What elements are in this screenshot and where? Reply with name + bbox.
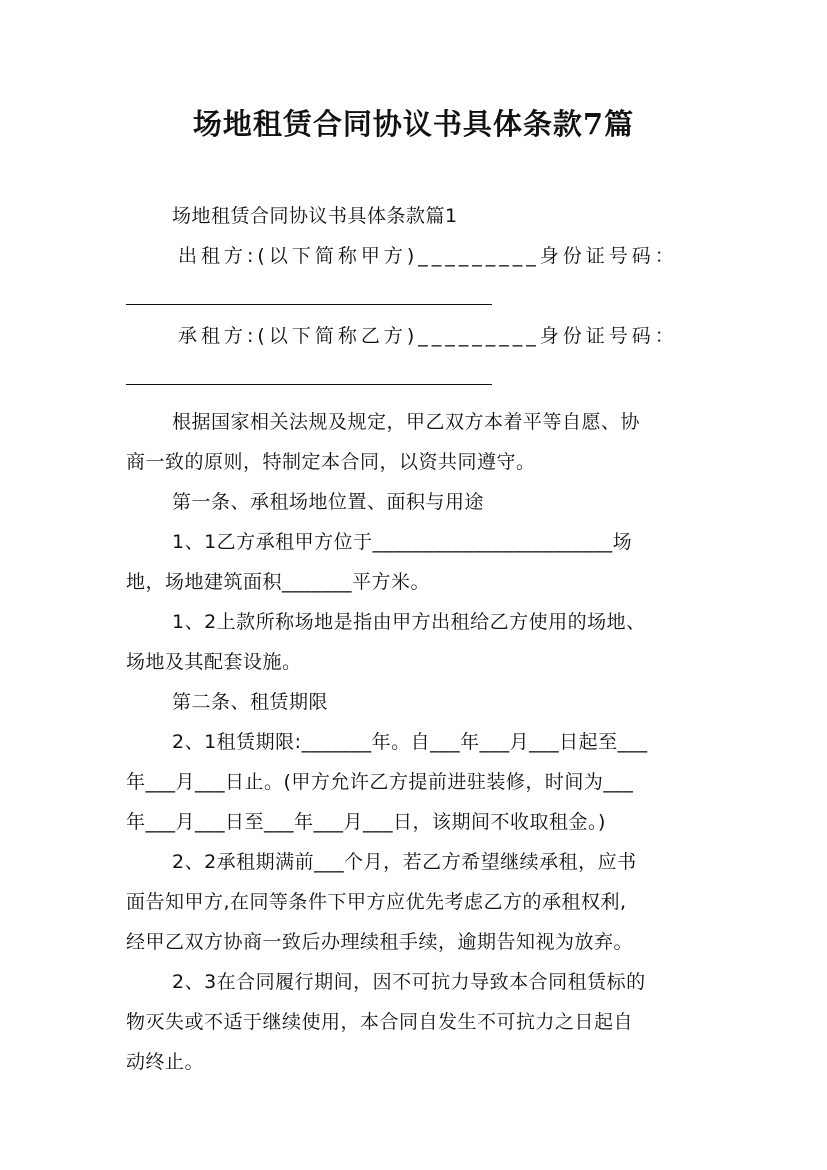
paragraph-line: 根据国家相关法规及规定，甲乙双方本着平等自愿、协: [172, 411, 641, 433]
lessor-id-blank: [126, 276, 716, 316]
paragraph-line: 2、2承租期满前___个月，若乙方希望继续承租，应书: [172, 851, 637, 873]
paragraph-line: 经甲乙双方协商一致后办理续租手续，逾期告知视为放弃。: [126, 931, 634, 953]
paragraph-line: 年___月___日至___年___月___日，该期间不收取租金。): [126, 811, 606, 833]
document-title: 场地租赁合同协议书具体条款7篇: [192, 107, 635, 141]
paragraph-line: 面告知甲方,在同等条件下甲方应优先考虑乙方的承租权利,: [126, 891, 627, 913]
document-body: [126, 196, 716, 1082]
blank-rule: [126, 384, 492, 385]
section-heading: 场地租赁合同协议书具体条款篇1: [172, 205, 458, 227]
lessee-line: 承租方:(以下简称乙方)_________身份证号码：: [178, 325, 678, 347]
paragraph-line: 1、2上款所称场地是指由甲方出租给乙方使用的场地、: [172, 611, 646, 633]
paragraph-line: 年___月___日止。(甲方允许乙方提前进驻装修，时间为___: [126, 771, 634, 793]
paragraph-line: 物灭失或不适于继续使用，本合同自发生不可抗力之日起自: [126, 1011, 634, 1033]
paragraph-line: 2、3在合同履行期间，因不可抗力导致本合同租赁标的: [172, 971, 646, 993]
paragraph-line: 地，场地建筑面积_______平方米。: [126, 571, 431, 593]
article-heading: 第二条、租赁期限: [172, 691, 329, 713]
lessor-line: 出租方:(以下简称甲方)_________身份证号码：: [178, 245, 678, 267]
paragraph-line: 2、1租赁期限:_______年。自___年___月___日起至___: [172, 731, 648, 753]
paragraph-line: 1、1乙方承租甲方位于________________________场: [172, 531, 633, 553]
paragraph-line: 动终止。: [126, 1051, 205, 1073]
paragraph-line: 场地及其配套设施。: [126, 651, 302, 673]
lessee-id-blank: [126, 356, 716, 396]
blank-rule: [126, 304, 492, 305]
article-heading: 第一条、承租场地位置、面积与用途: [172, 491, 485, 513]
paragraph-line: 商一致的原则，特制定本合同，以资共同遵守。: [126, 451, 536, 473]
